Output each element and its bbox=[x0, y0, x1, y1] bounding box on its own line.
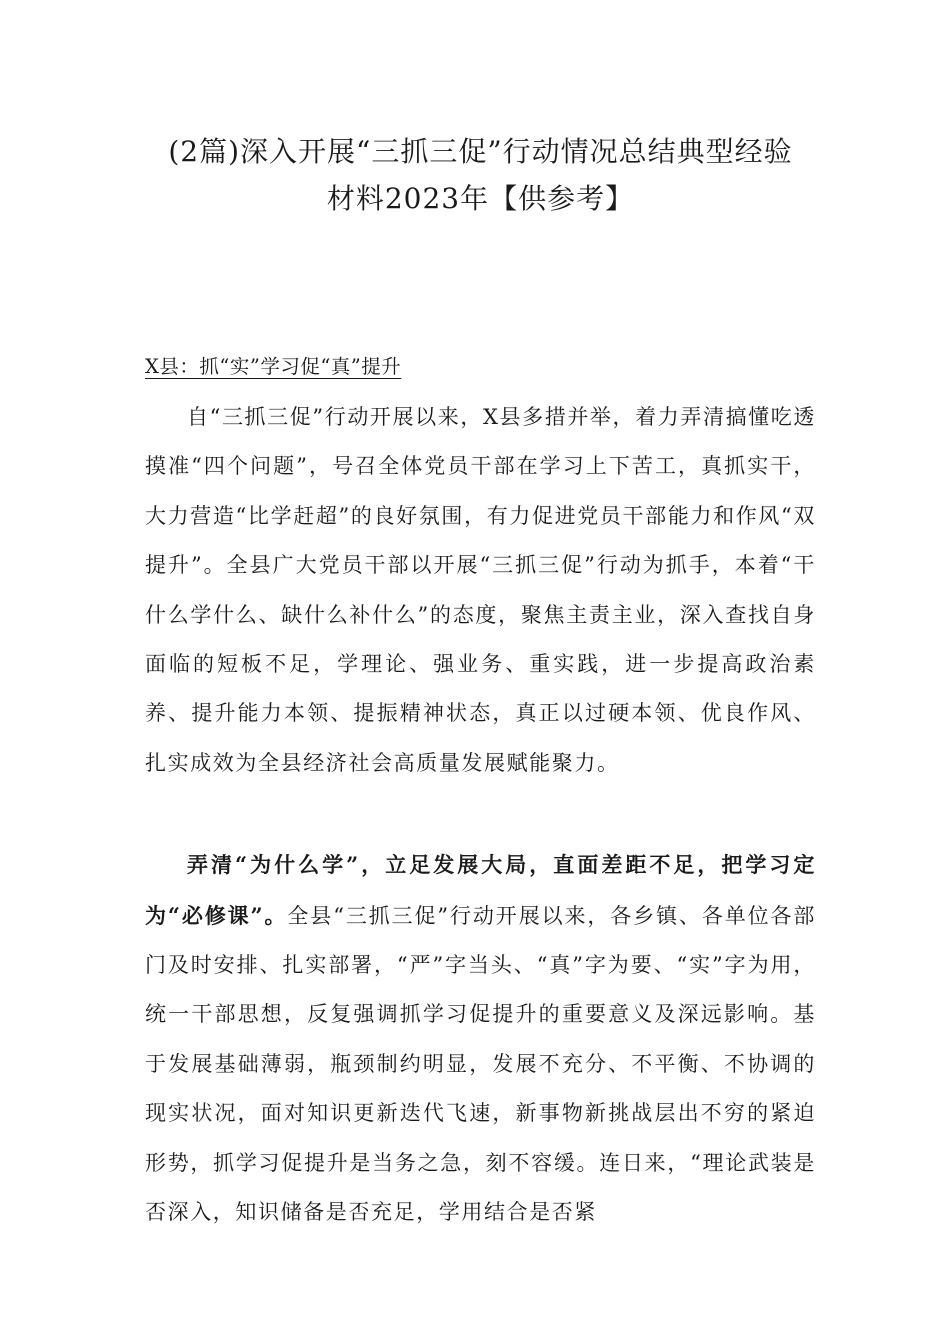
document-title bbox=[145, 128, 816, 222]
section-heading: X县：抓“实”学习促“真”提升 bbox=[145, 355, 402, 378]
paragraph-lead-bold: 弄清“为什么学”，立足发展大局，直面差距不足，把学习定为“必修课”。 bbox=[145, 852, 816, 928]
title-line-1: (2篇)深入开展“三抓三促”行动情况总结典型经验 bbox=[168, 135, 793, 168]
body-paragraph-1: 自“三抓三促”行动开展以来，X县多措并举，着力弄清搞懂吃透摸准“四个问题”，号召全体党员干部在学习上下苦工，真抓实干，大力营造“比学赶超”的良好氛围，有力促进党员干部能力和作风“双提升”。全县广大党员干部以开展“三抓三促”行动为抓手，本着“干什么学什么、缺什么补什么”的态度，聚焦主责主业，深入查找自身面临的短板不足，学理论、强业务、重实践，进一步提高政治素养、提升能力本领、提振精神状态，真正以过硬本领、优良作风、扎实成效为全县经济社会高质量发展赋能聚力。 bbox=[145, 405, 816, 775]
paragraph-body-text: 全县“三抓三促”行动开展以来，各乡镇、各单位各部门及时安排、扎实部署，“严”字当头、“真”字为要、“实”字为用，统一干部思想，反复强调抓学习促提升的重要意义及深远影响。基于发展基础薄弱，瓶颈制约明显，发展不充分、不平衡、不协调的现实状况，面对知识更新迭代飞速，新事物新挑战层出不穷的紧迫形势，抓学习促提升是当务之急，刻不容缓。连日来，“理论武装是否深入，知识储备是否充足，学用结合是否紧 bbox=[145, 903, 816, 1225]
body-paragraph-2 bbox=[145, 840, 816, 1237]
title-line-2: 材料2023年【供参考】 bbox=[326, 182, 635, 215]
